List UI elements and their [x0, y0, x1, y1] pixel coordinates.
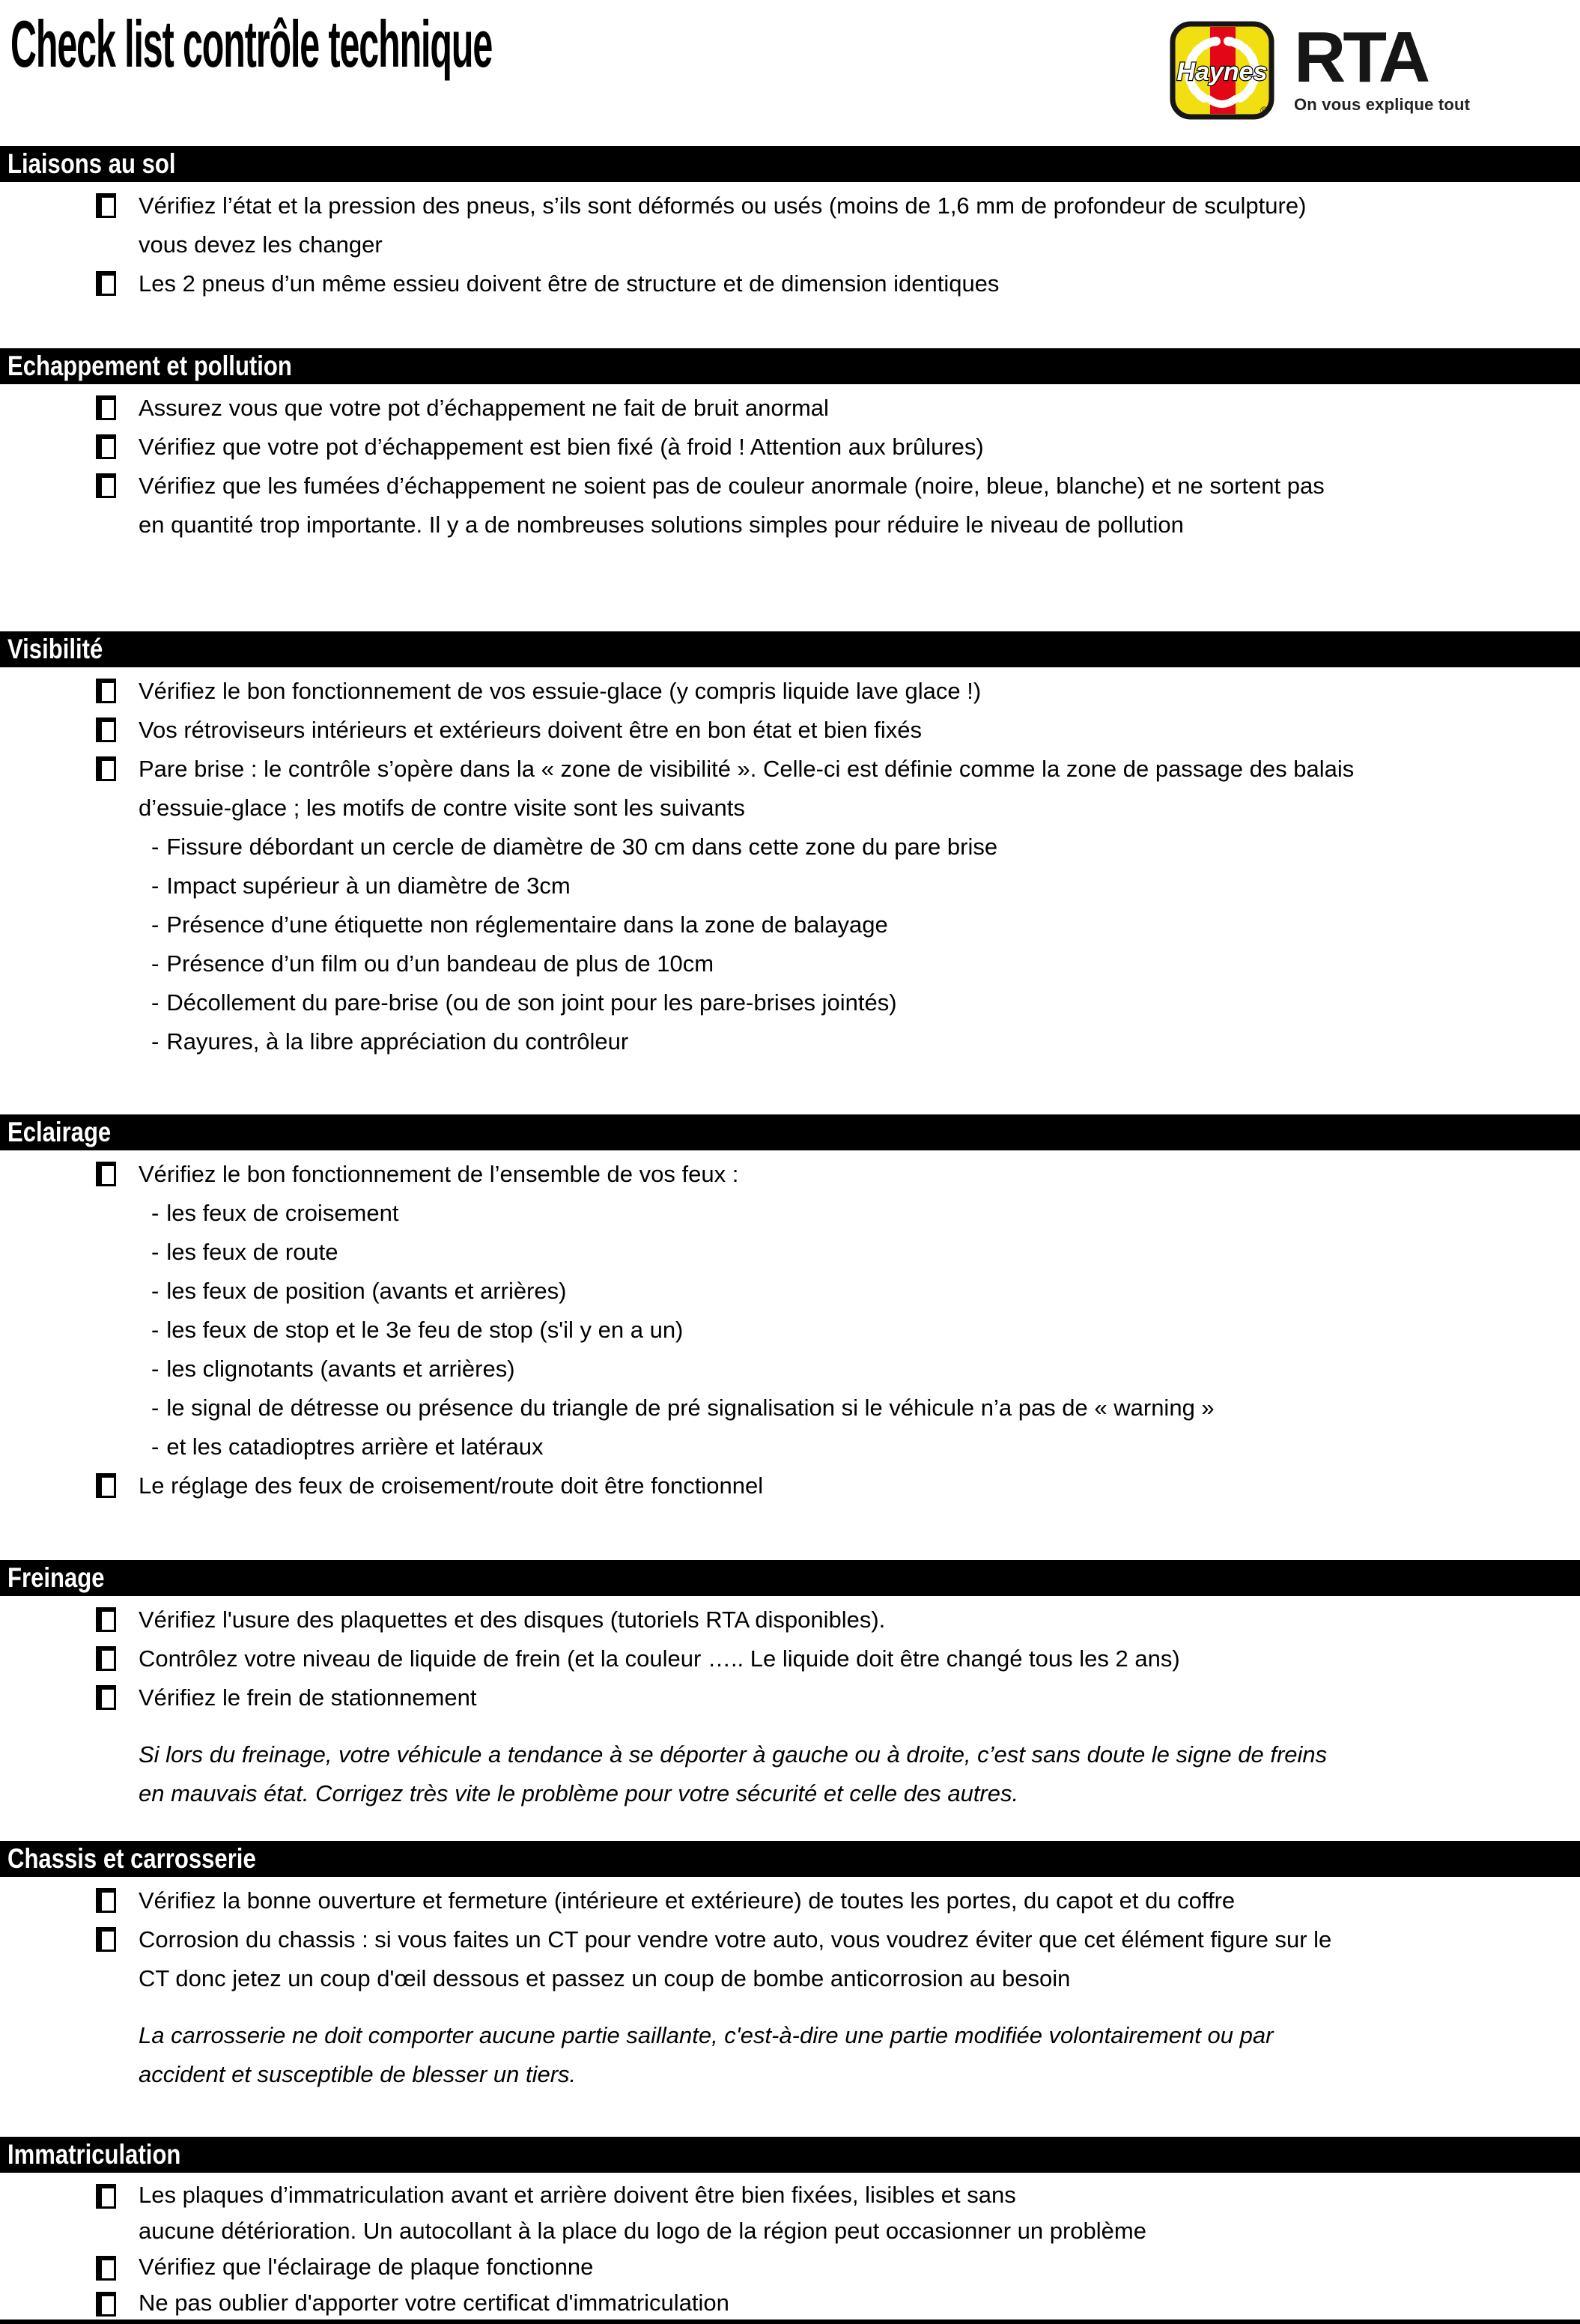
item-line: Le réglage des feux de croisement/route doit être fonctionnel — [139, 1472, 764, 1499]
section-header — [0, 631, 1580, 667]
check-item-text — [139, 1155, 1550, 1194]
section-title: Visibilité — [7, 634, 103, 664]
check-item-text — [139, 1920, 1550, 1998]
dash-bullet: - — [151, 1028, 159, 1055]
checklist — [0, 146, 1580, 2321]
checkbox-icon — [96, 756, 116, 781]
section-title: Freinage — [7, 1562, 105, 1593]
item-line: Vérifiez que l'éclairage de plaque fonctionne — [139, 2254, 594, 2280]
note-line: accident et susceptible de blesser un tiers. — [139, 2061, 577, 2087]
dash-bullet: - — [151, 1278, 159, 1304]
sub-item — [0, 905, 1550, 944]
checkbox-icon — [96, 1888, 116, 1913]
sub-item-text: Rayures, à la libre appréciation du contrôleur — [166, 1028, 629, 1055]
item-line: Corrosion du chassis : si vous faites un CT pour vendre votre auto, vous voudrez éviter que cet élément figure sur le — [139, 1926, 1332, 1953]
item-line: Les plaques d’immatriculation avant et arrière doivent être bien fixées, lisibles et sans — [139, 2182, 1016, 2208]
check-item-text — [139, 428, 1550, 467]
dash-bullet: - — [151, 1433, 159, 1460]
check-item — [0, 467, 1550, 544]
checkbox-icon — [96, 717, 116, 742]
checkbox-icon — [96, 1473, 116, 1498]
item-line: Vérifiez l'usure des plaquettes et des disques (tutoriels RTA disponibles). — [139, 1607, 886, 1633]
section — [0, 146, 1580, 303]
item-line: Vérifiez l’état et la pression des pneus, s’ils sont déformés ou usés (moins de 1,6 mm de profondeur de sculpture) — [139, 192, 1307, 219]
check-item — [0, 2249, 1550, 2285]
sub-item-text: les feux de croisement — [166, 1200, 399, 1226]
sub-item — [0, 1311, 1550, 1350]
item-line: d’essuie-glace ; les motifs de contre visite sont les suivants — [139, 795, 745, 821]
check-item-text — [139, 186, 1550, 264]
item-line: Vérifiez le frein de stationnement — [139, 1684, 477, 1711]
sub-item-text: Fissure débordant un cercle de diamètre de 30 cm dans cette zone du pare brise — [166, 834, 998, 860]
note-text — [0, 1735, 1550, 1813]
check-item-text — [139, 467, 1550, 544]
sub-item — [0, 983, 1550, 1022]
check-item-text — [139, 2249, 1550, 2285]
section-header — [0, 146, 1580, 182]
section-items — [0, 1877, 1580, 2094]
note-line: La carrosserie ne doit comporter aucune partie saillante, c'est-à-dire une partie modifiée volontairement ou par — [139, 2022, 1274, 2048]
item-line: Vérifiez le bon fonctionnement de vos essuie-glace (y compris liquide lave glace !) — [139, 678, 982, 704]
haynes-logo-icon — [1170, 21, 1274, 120]
clipped-section-bar — [0, 2320, 1580, 2324]
section-title: Chassis et carrosserie — [7, 1843, 256, 1874]
item-line: Vos rétroviseurs intérieurs et extérieurs doivent être en bon état et bien fixés — [139, 717, 922, 743]
check-item-text — [139, 1881, 1550, 1920]
item-line: en quantité trop importante. Il y a de nombreuses solutions simples pour réduire le niveau de pollution — [139, 512, 1184, 538]
checkbox-icon — [96, 473, 116, 498]
check-item — [0, 428, 1550, 467]
rta-tagline: On vous explique tout — [1294, 94, 1471, 114]
check-item — [0, 2285, 1550, 2321]
section — [0, 631, 1580, 1061]
dash-bullet: - — [151, 911, 159, 938]
check-item — [0, 1155, 1550, 1194]
sub-item — [0, 1194, 1550, 1233]
sub-item — [0, 1022, 1550, 1061]
check-item — [0, 1601, 1550, 1639]
check-item — [0, 1920, 1550, 1998]
item-line: Les 2 pneus d’un même essieu doivent être de structure et de dimension identiques — [139, 270, 1000, 297]
dash-bullet: - — [151, 1200, 159, 1226]
registered-mark: ® — [1260, 104, 1268, 116]
rta-logo — [1294, 17, 1471, 115]
check-item — [0, 389, 1550, 428]
dash-bullet: - — [151, 1356, 159, 1382]
document-header — [0, 0, 1580, 146]
dash-bullet: - — [151, 989, 159, 1016]
sub-item-text: Présence d’un film ou d’un bandeau de plus de 10cm — [166, 950, 714, 977]
check-item — [0, 750, 1550, 828]
sub-item — [0, 867, 1550, 905]
section-title: Echappement et pollution — [7, 351, 292, 381]
sub-item-text: Présence d’une étiquette non réglementaire dans la zone de balayage — [166, 911, 888, 938]
checkbox-icon — [96, 1162, 116, 1186]
sub-item-text: Décollement du pare-brise (ou de son joint pour les pare-brises jointés) — [166, 989, 897, 1016]
check-item-text — [139, 672, 1550, 711]
sub-item — [0, 1350, 1550, 1389]
note-line: Si lors du freinage, votre véhicule a tendance à se déporter à gauche ou à droite, c’est sans doute le signe de freins — [139, 1741, 1328, 1768]
checkbox-icon — [96, 1646, 116, 1671]
item-line: Contrôlez votre niveau de liquide de frein (et la couleur ….. Le liquide doit être changé tous les 2 ans) — [139, 1645, 1180, 1672]
item-line: Pare brise : le contrôle s’opère dans la « zone de visibilité ». Celle-ci est définie comme la zone de passage des balais — [139, 756, 1355, 782]
sub-item — [0, 1272, 1550, 1311]
section-header — [0, 348, 1580, 384]
dash-bullet: - — [151, 1317, 159, 1343]
checkbox-icon — [96, 271, 116, 296]
sub-item — [0, 1389, 1550, 1428]
section — [0, 348, 1580, 544]
brand-logos — [1170, 17, 1471, 120]
dash-bullet: - — [151, 950, 159, 977]
section-items — [0, 182, 1580, 303]
check-item — [0, 2177, 1550, 2249]
check-item-text — [139, 1466, 1550, 1505]
sub-item — [0, 1428, 1550, 1466]
sub-item — [0, 828, 1550, 867]
check-item — [0, 1678, 1550, 1717]
section-items — [0, 2173, 1580, 2321]
sub-item — [0, 944, 1550, 983]
section — [0, 1560, 1580, 1813]
checkbox-icon — [96, 679, 116, 703]
dash-bullet: - — [151, 1239, 159, 1265]
item-line: Vérifiez que les fumées d’échappement ne soient pas de couleur anormale (noire, bleue, blanche) et ne sortent pas — [139, 473, 1325, 499]
check-item-text — [139, 711, 1550, 750]
section-header — [0, 1841, 1580, 1877]
checkbox-icon — [96, 434, 116, 459]
section-header — [0, 1560, 1580, 1596]
check-item — [0, 1881, 1550, 1920]
check-item — [0, 1466, 1550, 1505]
check-item-text — [139, 1678, 1550, 1717]
section-header — [0, 2137, 1580, 2173]
check-item-text — [139, 1601, 1550, 1639]
rta-wordmark: RTA — [1294, 17, 1428, 97]
checkbox-icon — [96, 2292, 116, 2317]
section — [0, 1841, 1580, 2094]
item-line: Vérifiez le bon fonctionnement de l’ensemble de vos feux : — [139, 1161, 739, 1187]
section-title: Eclairage — [7, 1117, 112, 1147]
item-line: Vérifiez la bonne ouverture et fermeture (intérieure et extérieure) de toutes les portes, du capot et du coffre — [139, 1887, 1236, 1914]
check-item-text — [139, 1639, 1550, 1678]
checkbox-icon — [96, 2256, 116, 2281]
note-line: en mauvais état. Corrigez très vite le problème pour votre sécurité et celle des autres. — [139, 1780, 1019, 1806]
checkbox-icon — [96, 395, 116, 420]
sub-item-text: le signal de détresse ou présence du triangle de pré signalisation si le véhicule n’a pas de « warning » — [166, 1395, 1215, 1421]
section — [0, 2137, 1580, 2321]
check-item — [0, 186, 1550, 264]
haynes-wordmark: Haynes — [1176, 58, 1268, 86]
check-item-text — [139, 389, 1550, 428]
sub-item-text: les feux de stop et le 3e feu de stop (s'il y en a un) — [166, 1317, 684, 1343]
dash-bullet: - — [151, 873, 159, 899]
section — [0, 1114, 1580, 1505]
section-items — [0, 1596, 1580, 1813]
dash-bullet: - — [151, 834, 159, 860]
check-item — [0, 711, 1550, 750]
checkbox-icon — [96, 2184, 116, 2209]
sub-item — [0, 1233, 1550, 1272]
sub-item-text: les feux de position (avants et arrières) — [166, 1278, 567, 1304]
section-header — [0, 1114, 1580, 1150]
page-title: Check list contrôle technique — [10, 7, 493, 81]
sub-item-text: les feux de route — [166, 1239, 338, 1265]
checkbox-icon — [96, 1607, 116, 1632]
item-line: Vérifiez que votre pot d’échappement est bien fixé (à froid ! Attention aux brûlures) — [139, 434, 984, 460]
check-item-text — [139, 2285, 1550, 2321]
check-item — [0, 1639, 1550, 1678]
sub-item-text: Impact supérieur à un diamètre de 3cm — [166, 873, 571, 899]
check-item — [0, 264, 1550, 303]
note-text — [0, 2016, 1550, 2094]
check-item-text — [139, 2177, 1550, 2249]
section-items — [0, 667, 1580, 1061]
checkbox-icon — [96, 1685, 116, 1710]
check-item-text — [139, 264, 1550, 303]
item-line: Ne pas oublier d'apporter votre certificat d'immatriculation — [139, 2290, 729, 2316]
section-items — [0, 1150, 1580, 1505]
dash-bullet: - — [151, 1395, 159, 1421]
item-line: CT donc jetez un coup d'œil dessous et passez un coup de bombe anticorrosion au besoin — [139, 1965, 1071, 1991]
section-items — [0, 384, 1580, 544]
sub-item-text: les clignotants (avants et arrières) — [166, 1356, 515, 1382]
item-line: vous devez les changer — [139, 231, 383, 258]
checkbox-icon — [96, 193, 116, 218]
checkbox-icon — [96, 1927, 116, 1952]
sub-item-text: et les catadioptres arrière et latéraux — [166, 1433, 544, 1460]
section-title: Immatriculation — [7, 2139, 181, 2170]
check-item-text — [139, 750, 1550, 828]
section-title: Liaisons au sol — [7, 148, 176, 179]
item-line: aucune détérioration. Un autocollant à la place du logo de la région peut occasionner un problème — [139, 2218, 1146, 2244]
item-line: Assurez vous que votre pot d’échappement ne fait de bruit anormal — [139, 395, 829, 421]
check-item — [0, 672, 1550, 711]
